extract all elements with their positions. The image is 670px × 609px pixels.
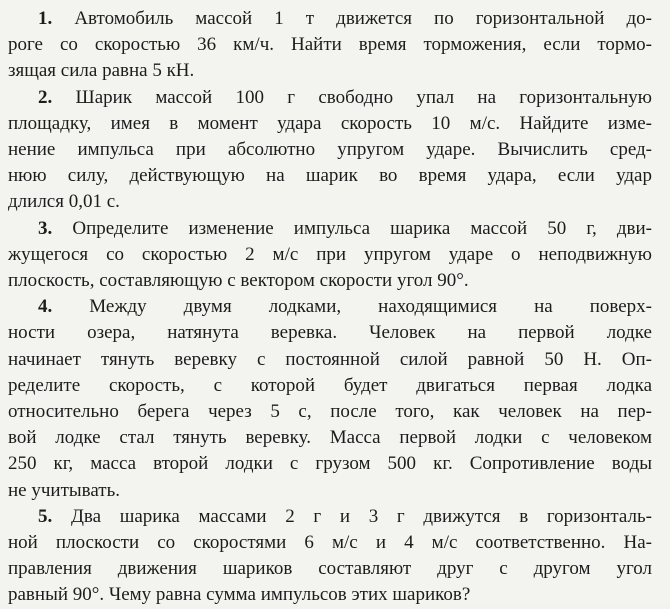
problem-text: Определите изменение импульса шарика массой 50 г, дви- — [72, 217, 653, 239]
problem-line: правления движения шариков составляют друг с другом угол — [8, 558, 652, 580]
problem-line: ности озера, натянута веревка. Человек на первой лодке — [8, 322, 652, 344]
problem-line: начинает тянуть веревку с постоянной силой равной 50 Н. Оп- — [8, 348, 652, 370]
problem-text: Шарик массой 100 г свободно упал на горизонтальную — [75, 86, 652, 108]
problem-line — [8, 504, 652, 530]
problem-line — [8, 294, 652, 320]
problem-line: 250 кг, масса второй лодки с грузом 500 кг. Сопротивление воды — [8, 453, 652, 475]
problem-3 — [8, 216, 652, 295]
problem-number: 2. — [38, 86, 53, 108]
problem-line: зящая сила равна 5 кН. — [8, 60, 195, 82]
problem-line — [8, 6, 652, 32]
problem-line: нение импульса при абсолютно упругом ударе. Вычислить сред- — [8, 139, 652, 161]
problem-line: относительно берега через 5 с, после того, как человек на пер- — [8, 401, 652, 423]
problem-5 — [8, 504, 652, 609]
problem-line: вой лодке стал тянуть веревку. Масса первой лодки с человеком — [8, 427, 652, 449]
problem-line: роге со скоростью 36 км/ч. Найти время торможения, если тормо- — [8, 34, 652, 56]
problem-line: плоскость, составляющую с вектором скорости угол 90°. — [8, 270, 469, 292]
problem-number: 1. — [38, 8, 53, 29]
problem-line — [8, 216, 652, 242]
problem-4 — [8, 294, 652, 504]
problem-line: длился 0,01 с. — [8, 191, 120, 213]
problem-line: не учитывать. — [8, 479, 121, 501]
problem-line — [8, 85, 652, 111]
problem-line: ределите скорость, с которой будет двигаться первая лодка — [8, 374, 652, 396]
problem-1 — [8, 6, 652, 85]
problem-line: нюю силу, действующую на шарик во время удара, если удар — [8, 165, 652, 187]
problem-line: жущегося со скоростью 2 м/с при упругом ударе о неподвижную — [8, 243, 652, 265]
problem-number: 4. — [38, 296, 53, 318]
problem-line: равный 90°. Чему равна сумма импульсов этих шариков? — [8, 584, 471, 606]
problem-text: Между двумя лодками, находящимися на поверх- — [89, 296, 652, 318]
problem-number: 3. — [38, 217, 53, 239]
problem-text: Автомобиль массой 1 т движется по горизонтальной до- — [74, 8, 653, 29]
problem-2 — [8, 85, 652, 216]
problem-number: 5. — [38, 505, 53, 527]
problem-line: площадку, имея в момент удара скорость 10 м/с. Найдите изме- — [8, 112, 652, 134]
problem-text: Два шарика массами 2 г и 3 г движутся в горизонталь- — [70, 505, 653, 527]
problem-line: ной плоскости со скоростями 6 м/с и 4 м/с соответственно. На- — [8, 532, 652, 554]
